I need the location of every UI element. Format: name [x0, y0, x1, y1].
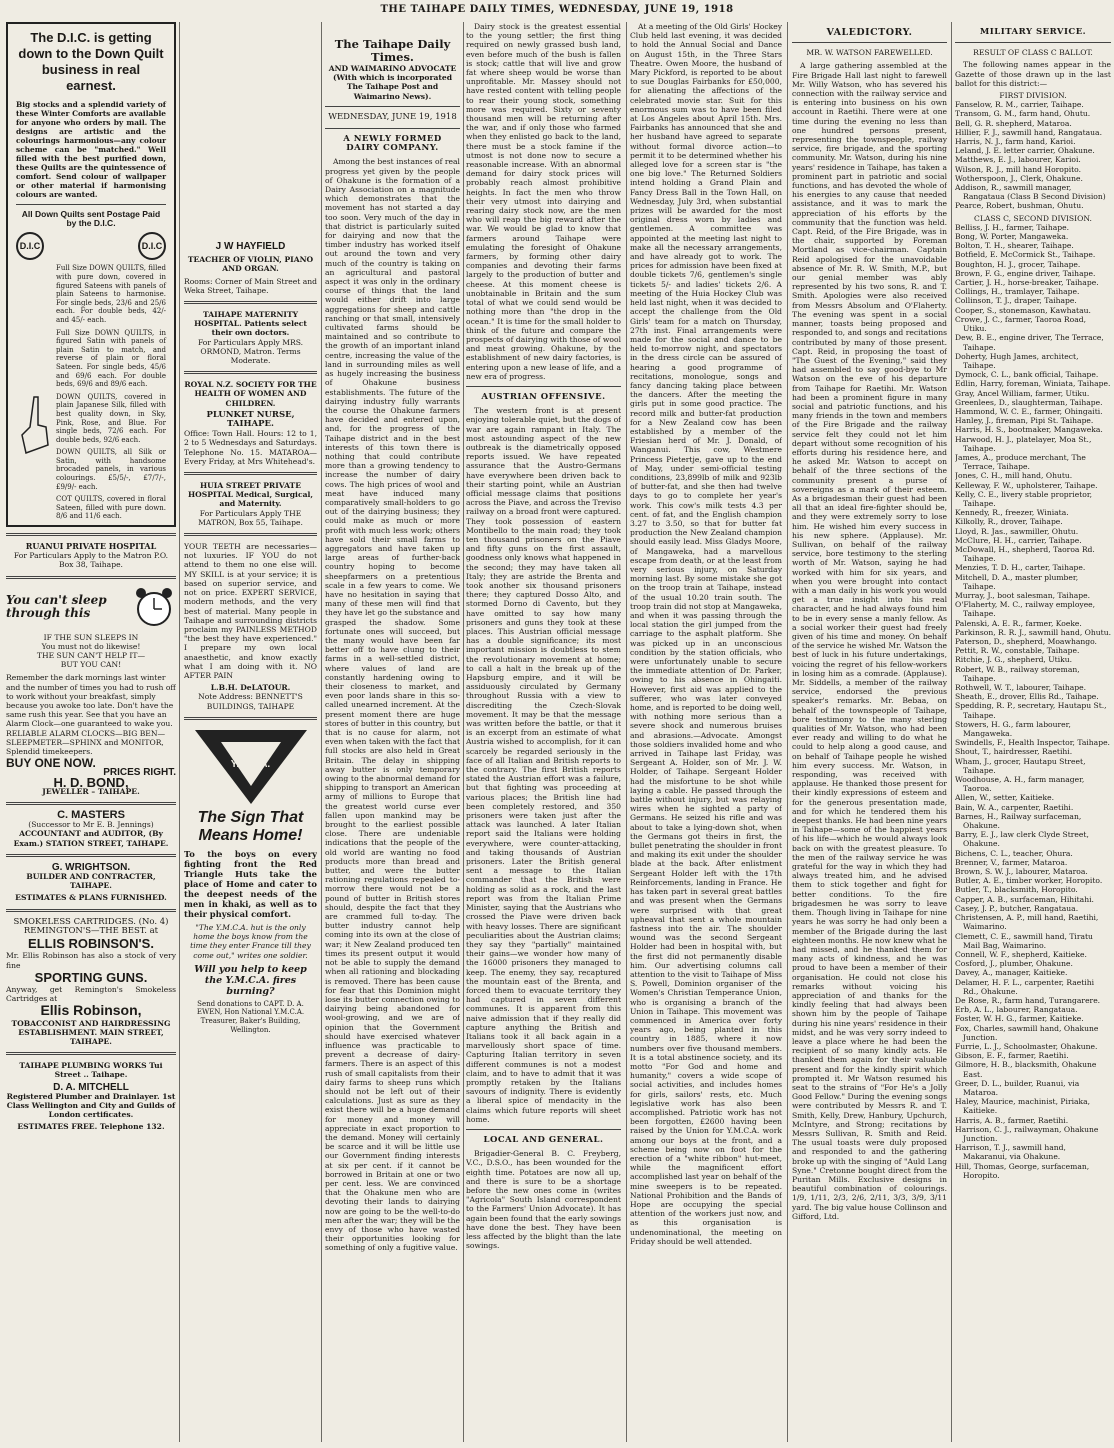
valedictory-subtitle: MR. W. WATSON FAREWELLED. — [806, 48, 933, 58]
masters-sub: (Successor to Mr E. B. Jennings) — [28, 820, 154, 830]
clock-slogan: You can't sleep through this — [6, 592, 107, 620]
ballot-name-entry: Hill, Thomas, George, surfaceman, Horopito. — [955, 1161, 1090, 1180]
ballot-name-entry: Bolton, T. H., shearer, Taihape. — [955, 241, 1074, 251]
ballot-name-entry: Fox, Charles, sawmill hand, Ohakune Junction. — [955, 1023, 1099, 1042]
maternity-hospital: TAIHAPE MATERNITY HOSPITAL. Patients select their own doctors. — [194, 310, 307, 338]
ballot-name-entry: Haley, Maurice, machinist, Piriaka, Kaitieke. — [955, 1097, 1091, 1116]
ballot-name-entry: McClure, H. H., carrier, Taihape. — [955, 535, 1082, 545]
masthead: THE TAIHAPE DAILY TIMES, WEDNESDAY, JUNE 19, 1918 — [380, 4, 734, 15]
maternity-body: For Particulars Apply MRS. ORMOND, Matron. Terms Moderate. — [197, 337, 304, 366]
ballot-name-entry: Addison, R., sawmill manager, Rangataua (Class B Second Division) — [955, 183, 1106, 202]
ballot-name-entry: Kelleway, F. W., upholsterer, Taihape. — [955, 480, 1098, 490]
ruanui-hospital: RUANUI PRIVATE HOSPITAL — [25, 541, 157, 551]
dic-postage: All Down Quilts sent Postage Paid by the D.I.C. — [21, 209, 161, 229]
masters-name: C. MASTERS — [57, 809, 125, 822]
ballot-name-entry: Delamer, H. F. L., carpenter, Raetihi Rd., Ohakune. — [955, 977, 1095, 996]
column-3 — [325, 22, 460, 1442]
ruanui-hospital-line: For Particulars Apply to the Matron P.O. Box 38, Taihape. — [13, 551, 169, 570]
ballot-name-entry: Christensen, A. P., mill hand, Raetihi, Waimarino. — [955, 913, 1099, 932]
ballot-name-entry: Rothwell, W. T., labourer, Taihape. — [955, 683, 1087, 693]
cartridges: SMOKELESS CARTRIDGES. (No. 4) — [13, 916, 169, 927]
austrian-article: The western front is at present enjoying tolerable quiet, but the dogs of war are again rampant in Italy. The most astounding aspect of the new outbreak is the diametrically opposed reports issued. We have repeated assurance that the Austro-Germans have everywhere been driven back to their starting point, while an Austrian official message claims that positions across the Piave, and across the Treviso railway on a broad front were captured. They took possession of eastern Montibello to the main road; they took ten thousand prisoners on the Piave and fifty guns on the first assault, goodness only knows what happened in the second; they may have taken all Italy; they are astride the Brenta and took another six thousand prisoners there; they captured Dosso Alto, and stormed Dorno di Cavento, but they have omitted to say how many prisoners and guns they took at these places. This Austrian official message has a double significance; its most important mission is doubtless to stem the revolutionary movement at home; to call a halt in the break up of the Hapsburg empire, and it will be assiduously circulated by Germany throughout Russia with a view to discrediting the Czech-Slovak movement. It may be that the message was written before the battle, or that it is an excerpt from an estimate of what Austria wished to accomplish, for it can scarcely be regarded seriously in the face of all Italian and British reports to the contrary. The first British reports stated the Austrian effort was a failure, but that fighting was proceeding at various places; the British line had been completely restored, and 350 prisoners were taken just after the attack was launched. A later Italian report said the Italians were holding everywhere, were counter-attacking, and taking thousands of Austrian prisoners. Later the British general sent a message to the Italian commander that the British were holding as solid as a rock, and the last report was from the Italian Prime Minister, saying that the Austrians who crossed the Piave were driven back with heavy losses. There are significant peculiarities about the Austrian claims; they say they "partially" maintained their gains—we wonder how many of the 16000 prisoners they managed to keep. The enemy, they say, recaptured the mountain east of the Brenta, and forced them to evacuate territory they had captured in seven different communes. It is apparent from this naive admission that if they really did capture anything the British and Italians took it all back again in a marvellously short space of time. Capturing Italian territory in seven different communes is not a modest claim, and to have to admit that it was promptly retaken by the Italians savours of indignity. There is evidently a liberal spice of mendacity in the claims which future reports will sheet home. — [466, 406, 621, 1124]
wrightson-body: BUILDER AND CONTRACTER, TAIHAPE. — [26, 872, 156, 891]
ballot-name-entry: Kennedy, R., freezer, Winiata. — [955, 508, 1069, 518]
first-division-list — [955, 100, 1111, 210]
hayfield-rooms: Rooms: Corner of Main Street and Weka Street, Taihape. — [184, 276, 317, 295]
huia-body: For Particulars Apply THE MATRON, Box 55, Taihape. — [198, 508, 303, 527]
alarm-clock-ad — [6, 585, 176, 796]
ballot-name-entry: Transom, G. M., farm hand, Ohutu. — [955, 109, 1091, 119]
dic-item: COT QUILTS, covered in floral Sateen, filled with pure down. 8/6 and 11/6 each. — [56, 495, 166, 521]
dentist-address: Note Address: BENNETT'S BUILDINGS, TAIHAPE — [198, 692, 303, 711]
ballot-name-entry: Edlin, Harry, foreman, Winiata, Taihape. — [955, 379, 1111, 389]
column-2 — [184, 22, 317, 1442]
column-rule — [463, 22, 464, 1442]
ballot-name-entry: Bain, W. A., carpenter, Raetihi. — [955, 802, 1074, 812]
ballot-name-entry: Gilmore, H. B., blacksmith, Ohakune East. — [955, 1060, 1097, 1079]
ballot-name-entry: Barnes, H., Railway surfaceman, Ohakune. — [955, 811, 1082, 831]
ballot-name-entry: De Rose, R., farm hand, Turangarere. — [955, 995, 1101, 1005]
ballot-name-entry: Cartier, J. H., horse-breaker, Taihape. — [955, 278, 1099, 288]
ballot-name-entry: Harrison, C. J., railwayman, Ohakune Junction. — [955, 1124, 1099, 1143]
column-rule — [179, 22, 180, 1442]
paper-subtitle: AND WAIMARINO ADVOCATE (With which is incorporated The Taihape Post and Waimarino News). — [328, 64, 457, 101]
plumbing-works: TAIHAPE PLUMBING WORKS Tui Street .. Taihape. — [19, 1061, 163, 1080]
plunket-body: Office: Town Hall. Hours: 12 to 1, 2 to 5 Wednesdays and Saturdays. Telephone No. 15. MATAROA—Every Friday, at Mrs Whitehead's. — [184, 429, 317, 466]
ballot-name-entry: Jones, C. H., mill hand, Ohutu. — [955, 471, 1073, 481]
ballot-name-entry: Harris, H. S., bootmaker, Mangaweka. — [955, 425, 1103, 435]
ballot-name-entry: Gibson, E. F., farmer, Raetihi. — [955, 1051, 1069, 1061]
remington: REMINGTON'S—THE BEST. at — [23, 925, 159, 936]
ballot-name-entry: McDowall, H., shepherd, Taoroa Rd. Taihape. — [955, 544, 1095, 564]
ballot-name-entry: Allen, W., setter, Kaitieke. — [955, 793, 1054, 803]
ballot-name-entry: Gray, Ancel William, farmer, Utiku. — [955, 388, 1090, 398]
ballot-name-entry: Wilson, R. J., mill hand Horopito. — [955, 164, 1082, 174]
ballot-name-entry: Bichens, C. L., teacher, Ohura. — [955, 848, 1073, 858]
dairy-article: Among the best instances of real progress yet given by the people of Ohakune is the formation of a Dairy Association on a magnitude which demonstrates that the movement has not started a day too soon. Very much of the day in that district is particularly suited for dairying and now that the timber industry has worked itself out around the town and very much of the country is taking on an agricultural and pastoral aspect it was only in the ordinary course of things that the land would either drift into large aggregations for sheep and cattle ranching or that small, intensively cultivated farms should be maintained and so contribute to the growth of an important inland centre, increasing the value of the land in surrounding miles as well as hugely increasing the business of Ohakune business establishments. The future of the dairying industry fully warrants the course the Ohakune farmers have decided and entered upon, and, for the progress of the Taihape district and in the best interests of this town there is nothing that could contribute more than a growing tendency to increase the number of dairy cows. The high prices of wool and meat have induced many comparatively small-holders to go out of the dairying business; they could make as much or more profit with much less work; others have sold their small farms to aggregators and have taken up large areas of further-back country hoping to become sheepfarmers on a pretentious scale in a few years to come. We have no hesitation in saying that many of these men will find that they have let go the substance and grasped the shadow. Some fortunate ones will succeed, but the many would have been far better off to have clung to their farms in a well-settled district, where values of land are constantly hardening owing to their closeness to market, and even poor lands share in this so-called unearned increment. At the present moment there are huge stores of butter in this country, but that is no cause for alarm, not even when taken with the fact that full stocks are also held in Great Britain. The delay in shipping away butter is only temporary owing to the abnormal demand for shipping to transport an American army of millions to Europe that the greatest world curse ever fallen upon mankind may be brought to the earliest possible close. There are undeniable indications that the people of the old world are wanting no food products more than bread and butter, and were the butter rationing regulations repealed to-morrow there would not be a pound of butter in British stores should, despite the fact that they are crammed full to-day. The butter industry cannot help coming into its own at the close of war; it New Zealand produced ten times its present output it would not be able to supply the demand when all rationing and blockading is removed. There has been cause for fear that this Dominion might lose its butter connection owing to dairying being abandoned for wool-growing, and we are of opinion that the Government should have exercised whatever influence was practicable to prevent a decrease of dairy-farmers. There is an aspect of this rush of small capitalists from their dairy farms to sheep runs which should not be left out of their calculations. Just as sure as they exist there will be a huge demand for money and money will appreciate in exact proportion to the demand. Money will certainly be scarce and it will be little use our Government finding interests at six per cent. if it cannot be borrowed in Britain at one or two per cent. less. We are convinced that the Ohakune men who are devoting their lands to dairying now are going to be the well-to-do men after the war; they will be the envy of those who have wasted their opportunities looking for something of only a fugitive value. — [325, 157, 460, 1253]
ballot-name-entry: Collings, H., tramlayer, Taihape. — [955, 287, 1080, 297]
ballot-name-entry: Greenlees, D., slaughterman, Taihape. — [955, 397, 1103, 407]
ballot-name-entry: Cosford, J., plumber, Ohakune. — [955, 959, 1073, 969]
ballot-name-entry: Kelly, C. E., livery stable proprietor, Taihape. — [955, 489, 1093, 508]
ballot-name-entry: Leland, J. E. letter carrier, Ohakune. — [955, 146, 1095, 156]
ballot-name-entry: Robert, W. B., railway storeman, Taihape. — [955, 664, 1080, 683]
wrightson-estimates: ESTIMATES & PLANS FURNISHED. — [15, 893, 167, 903]
ballot-name-entry: Brenner, V., farmer, Mataroa. — [955, 857, 1068, 867]
ballot-name-entry: Furrie, L. J., Schoolmaster, Ohakune. — [955, 1041, 1098, 1051]
ballot-name-entry: Paterson, D., shepherd, Moawhango. — [955, 637, 1097, 646]
ballot-name-entry: Fanselow, R. M., carrier, Taihape. — [955, 100, 1084, 110]
second-division: CLASS C, SECOND DIVISION. — [974, 213, 1092, 223]
pointing-hand-icon — [16, 395, 56, 455]
dic-emblem-right: D.I.C — [138, 232, 166, 260]
ballot-name-entry: Brown, F. G., engine driver, Taihape. — [955, 268, 1096, 278]
column-6 — [792, 22, 947, 1442]
buy-one-now: BUY ONE NOW. — [6, 756, 96, 771]
valedictory-article: A large gathering assembled at the Fire Brigade Hall last night to farewell Mr. Willy Watson, who has severed his connection with the railway service and is entering into business on his own account in Raetihi. There were at one time during the evening no less than one hundred persons present, representing the townspeople, railway service, fire brigade, and the sporting community. Mr. Watson, during his nine years' residence in Taihape, has taken a prominent part in patriotic and social functions, and has devoted the whole of his energies to any cause that needed assistance, and it was to mark the appreciation of his efforts by the community that the function was held. Capt. Reid, of the Fire Brigade, was in the chair, supported by Foreman Mortland as vice-chairman. Captain Reid apologised for the unavoidable absence of Mr. R. W. Smith, M.P., but our genial member was ably represented by his two sons, R. and T. Smith. Apologies were also received from Messrs Absolum and O'Flaherty. The evening was spent in a social manner, toasts being proposed and responded to, and songs and recitations contributed by many of those present. Capt. Reid, in proposing the toast of "The Guest of the Evening," said they had assembled to say good-bye to Mr Watson on the eve of his departure from Taihape for Raetihi. Mr. Watson had been a prominent figure in many social and patriotic functions, and his many friends in the town and members of the Fire Brigade and the railway service felt they could not let him depart without some recognition of his efforts during his residence here, and he asked Mr. Watson to accept on behalf of the three sections of the community present a purse of sovereigns as a mark of their esteem. As a brigadesman their guest had been all that an ideal fire-fighter should be, and they were extremely sorry to lose him. He wished him every success in his new sphere. (Applause). Mr. Sullivan, on behalf of the railway service, bore testimony to the sterling worth of Mr. Watson, saying he had worked with him for six years, and when you were brought into contact with a man daily in his work you would get a true insight into his real character, and he had always found him to be in every sense a manly fellow. As a social worker their guest had freely given of his time and money. On behalf of the service he wished Mr. Watson the best of luck in his future undertakings, voicing the regret of his fellow-workers in losing him as a comrade. (Applause). Mr. Siddells, a member of the railway service, endorsed the previous speaker's remarks. Mr. Bebaa, on behalf of the townspeople of Taihape, bore testimony to the many sterling qualities of Mr. Watson, who had been ever ready and willing to do what he could to help along a good cause, and on behalf of Taihape people he wished him every success. Mr. Watson, in responding, was received with applause. He thanked those present for their kindly expressions of esteem and for the generous presentation made, and for which he tendered them his deepest thanks. He had been nine years in Taihape—some of the happiest years of his life—which he would always look back on with the greatest pleasure. To the men of the railway service he was grateful for the way in which they had always treated him, and he advised them to stick together and fight for better conditions. To the fire brigadesmen he was sorry to leave them. Though living in Taihape for nine years he was sorry he had only been a member of the Brigade during the last eighteen months. He now knew what he had missed, and he thanked them for many acts of kindness, and he was proud to have been a member of their organisation. He could not close his remarks without voicing his appreciation of and thanks for the kindly feeling that had always been shown him by the people of Taihape during his nine years' residence in their midst, and he was very sorry indeed to leave a place where he had been the recipient of so many kindly acts. He thanked them again for their valuable present and for the kindly spirit which prompted it. Mr Watson resumed his seat to the strains of "For He's a Jolly Good Fellow." During the evening songs were contributed by Messrs R. and T. Smith, Kelly, Drew, Hanbury, Upchurch, McIntyre, and Strong; recitations by Messrs Sullivan, R. Smith and Reid. The usual toasts were duly proposed and responded to and the gathering broke up with the singing of "Auld Lang Syne." Cretonne bought direct from the Puritan Mills. Exclusive designs in beautiful combination of colourings. 1/9, 1/11, 2/3, 2/6, 2/11, 3/3, 3/9, 3/11 yard. The big value house Collinson and Gifford, Ltd. — [792, 61, 947, 1221]
plunket-nurse: PLUNKET NURSE, TAIHAPE. — [206, 409, 295, 430]
ballot-name-entry: Butler, T., blacksmith, Horopito. — [955, 885, 1078, 895]
ballot-name-entry: Casey, J. P., butcher, Rangataua. — [955, 903, 1079, 913]
column-rule — [626, 22, 627, 1442]
dic-headline: The D.I.C. is getting down to the Down Quilt business in real earnest. — [18, 30, 164, 93]
ballot-name-entry: Foster, W. H. G., farmer, Kaitieke. — [955, 1014, 1084, 1024]
ballot-name-entry: Cooper, S., stonemason, Kawhatau. — [955, 305, 1091, 315]
ballot-name-entry: Pearce, Robert, bushman, Ohutu. — [955, 201, 1084, 211]
ymca-send: Send donations to CAPT. D. A. EWEN, Hon National Y.M.C.A. Treasurer, Baker's Building, Wellington. — [196, 999, 305, 1034]
ballot-name-entry: Hanley, J., fireman, Pipi St. Taihape. — [955, 416, 1094, 426]
ballot-name-entry: Dew, B. E., engine driver, The Terrace, Taihape. — [955, 333, 1104, 352]
ballot-name-entry: Bong, W. Porter, Mangaweka. — [955, 232, 1069, 242]
paper-title: The Taihape Daily Times. — [334, 37, 451, 64]
ballot-name-entry: Botfield, E. McCormick St., Taihape. — [955, 250, 1096, 260]
ellis-robinson: Ellis Robinson, — [40, 1002, 142, 1019]
ballot-name-entry: Harris, A. B., farmer, Raetihi. — [955, 1115, 1069, 1125]
ballot-name-entry: James, A., produce merchant, The Terrace, Taihape. — [955, 452, 1086, 472]
paper-date: WEDNESDAY, JUNE 19, 1918 — [328, 111, 457, 122]
ballot-name-entry: O'Flaherty, M. C., railway employee, Taihape. — [955, 600, 1096, 619]
dic-item: DOWN QUILTS, covered in plain Japanese Silk, filled with best quality down, in Sky, Pink, Rose, and Blue. For single beds, 72/6 each. For double beds, 92/6 each. — [56, 392, 166, 444]
anyway-line: Anyway, get Remington's Smokeless Cartridges at — [6, 984, 176, 1004]
hd-bond: H. D. BOND, — [53, 774, 129, 790]
ballot-name-entry: Brown, S. W. J., labourer, Mataroa. — [955, 867, 1088, 877]
ballot-name-entry: Swindells, F., Health Inspector, Taihape. — [955, 738, 1110, 748]
local-news: At a meeting of the Old Girls' Hockey Club held last evening, it was decided to hold the Annual Social and Dance on August 15th, in the Three Stars Theatre. Owen Moore, the husband of Mary Pickford, is reported to be about to sue Douglas Fairbanks for £50,000, for alienating the affections of the celebrated movie star. Suit for this enormous sum was to have been filed at Los Angeles about April 15th. Mrs. Fairbanks has announced that she and her husband have agreed to separate without formal divorce action—to permit it to be determined whether his alleged love for a screen star is "the one big love." The Returned Soldiers intend holding a Grand Plain and Fancy Dress Ball in the Town Hall, on Wednesday, July 3rd, when substantial prizes will be awarded for the most original dress worn by ladies and gentlemen. A committee was appointed at the meeting last night to make all the necessary arrangements, and have already got to work. The prices for admission have been fixed at double tickets 7/6, gentlemen's single tickets 5/- and ladies' tickets 2/6. A meeting of the Huia Hockey Club was held last night, when it was decided to accept the challenge from the Old Girls' team for a match on Thursday, 27th inst. Final arrangements were made for the social and dance to be held to-morrow night, and spectators in the dress circle can be assured of hearing a good programme of recitations, monologue, songs and fancy dancing taking place between the dancers. After the meeting the girls put in some good practice. The record milk and butter-fat production for a New Zealand cow has been established by a member of the Friesian herd of Mr. J. Donald, of Wanganui. This cow, Westmere Princess Pietertje, gave up to the end of May, under semi-official testing conditions, 23,899lb of milk and 923lb of butter-fat, and she then had twelve days to go to complete her year's work. This cow's milk tests 4.3 per cent. of fat, and the English champion 3.27 to 3.50, so that for butter fat production the New Zealand champion should easily lead. Miss Gladys Moore, of Mangaweka, had a marvellous escape from death, or at the least from very serious injury, on Saturday morning last. By some mistake she got on the troop train at Taihape, instead of the usual 10.20 train south. The troop train did not stop at Mangaweka, and when it was passing through the local station the girl jumped from the carriage to the asphalt platform. She was picked up in an unconscious condition by the station officials, who were unfortunately unable to secure the immediate attention of Dr. Parker, owing to his absence in Ohingaiti. However, first aid was applied to the sufferer, who was later conveyed home, and is reported to be doing well, with nothing more serious than a severe shock and numerous bruises and abrasions.—Advocate. Amongst those soldiers invalided home and who arrived in Taihape last Friday, was Sergeant A. Holder, son of Mr. J. W. Holder, of Taihape. Sergeant Holder had the misfortune to be shot while laying a cable. He passed through the battle without injury, but was relaying wires when he sighted a party of Germans. He seized his rifle and was about to take a lying-down shot, when the Germans got theirs in first, the bullet penetrating the shoulder in front and making its exit under the shoulder blade at the back. After enlistment Sergeant Holder left with the 17th Reinforcements, landing in France. He has taken part in several great battles and was present when the Germans were surprised with that great upheaval that sent a whole mountain fastness into the air. The shoulder wound was the second Sergeant Holder had been in hospital with, but the first did not permanently disable him. Our advertising columns call attention to the visit to Taihape of Miss S. Powell, Dominion organiser of the Women's Christian Temperance Union, who is organising a branch of the Union in Taihape. This movement was commenced in America over forty years ago, being planted in this country in 1885, where it now numbers over five thousand members. It is a total abstinence society, and its motto "For God and home and humanity," covers a wide scope of social activities, and includes homes for girls, sailors' rests, etc. Much legislative work has also been accomplished. Patriotic work has not been forgotten, £2600 having been raised by the Union for Y.M.C.A. work among our boys at the front, and a scheme being now on foot for the erection of a "white ribbon" hut-meet, while the magnificent effort accomplished last year on behalf of the mine sweepers is to be repeated. National Prohibition and the Bands of Hope are occupying the special attention of the workers just now, and as this organisation is undenominational, the meeting on Friday should be well attended. — [630, 22, 782, 1246]
ballot-name-entry: Spedding, R. P., secretary, Hautapu St., Taihape. — [955, 701, 1107, 720]
ballot-name-entry: Harwood, H. J., platelayer, Moa St., Taihape. — [955, 434, 1092, 453]
ballot-name-entry: Stowers, H. G., farm labourer, Mangaweka. — [955, 719, 1071, 739]
huia-hospital: HUIA STREET PRIVATE HOSPITAL Medical, Surgical, and Maternity. — [187, 481, 314, 509]
column-rule — [951, 22, 952, 1442]
ballot-name-entry: Shout, T., hairdresser, Raetihi. — [955, 747, 1073, 757]
ballot-name-entry: Greer, D. L., builder, Ruanui, via Mataroa. — [955, 1078, 1080, 1097]
ballot-name-entry: Lloyd, R. Jas., sawmiller, Ohutu. — [955, 526, 1079, 536]
ymca-letters: Y.M.C.A. — [230, 758, 271, 770]
prices-right: PRICES RIGHT. — [103, 767, 176, 779]
ballot-name-entry: Barry, E. J., law clerk Clyde Street, Ohakune. — [955, 830, 1089, 849]
first-division: FIRST DIVISION. — [999, 91, 1067, 101]
hayfield-sub: TEACHER OF VIOLIN, PIANO AND ORGAN. — [187, 255, 314, 274]
ellis-robinsons: ELLIS ROBINSON'S. — [28, 936, 154, 952]
ballot-name-entry: Crowe, J. C., farmer, Taoroa Road, Utiku. — [955, 314, 1086, 334]
wrightson-name: G. WRIGHTSON. — [51, 861, 131, 873]
ellis-body: Mr. Ellis Robinson has also a stock of very fine — [6, 951, 176, 970]
ballot-name-entry: Menzies, T. D. H., carter, Taihape. — [955, 563, 1086, 573]
ballot-name-entry: Davey, A., manager, Kaitieke. — [955, 968, 1068, 978]
hd-bond-sub: JEWELLER – TAIHAPE. — [42, 786, 140, 796]
valedictory-title: VALEDICTORY. — [826, 27, 913, 38]
ballot-name-entry: Palenski, A. E. R., farmer, Koeke. — [955, 618, 1082, 628]
ballot-name-entry: Doherty, Hugh James, architect, Taihape. — [955, 351, 1079, 370]
ymca-body: To the boys on every fighting front the Red Triangle Huts take the place of Home and cater to the deepest needs of the men in khaki, as well as to their physical comfort. — [184, 848, 317, 919]
clock-lines: IF THE SUN SLEEPS IN You must not do likewise! THE SUN CAN'T HELP IT— BUT YOU CAN! — [36, 632, 146, 670]
mitchell-body: Registered Plumber and Drainlayer. 1st Class Wellington and City and Guilds of London certificates. — [6, 1091, 176, 1120]
austrian-headline: AUSTRIAN OFFENSIVE. — [481, 391, 606, 402]
mitchell-name: D. A. MITCHELL — [53, 1081, 129, 1093]
clock-body: Remember the dark mornings last winter and the number of times you had to rush off to work without your breakfast, simply because you awoke too late. Don't have the same rush this year. See that you have an Alarm Clock—one guaranteed to wake you. RELIABLE ALARM CLOCKS—BIG BEN—SLEEPMETER—SPHINX and MONITOR, Splendid timekeepers. — [6, 673, 176, 757]
ballot-name-entry: Clemett, C. E., sawmill hand, Tiratu Mail Bag, Waimarino. — [955, 931, 1093, 950]
ballot-name-entry: Harrison, T. J., sawmill hand, Makaranui, via Ohakune. — [955, 1143, 1066, 1162]
ballot-name-entry: Hammond, W. C. E., farmer, Ohingaiti. — [955, 406, 1103, 416]
column-7 — [955, 22, 1111, 1442]
column-5 — [630, 22, 782, 1442]
military-intro: The following names appear in the Gazette of those drawn up in the last ballot for this district:— — [955, 60, 1111, 88]
alarm-clock-icon — [132, 585, 176, 629]
ymca-help: Will you help to keep the Y.M.C.A. fires burning? — [194, 963, 307, 997]
local-headline: LOCAL AND GENERAL. — [483, 1134, 604, 1145]
dic-item: Full Size DOWN QUILTS, filled with pure down, covered in figured Sateens with panels of plain Sateens to harmonise. For single beds, 23/6 and 25/6 each. For double beds, 42/- and 45/- each. — [56, 264, 166, 324]
column-rule — [787, 22, 788, 1442]
ymca-quote: "The Y.M.C.A. hut is the only home the boys know from the time they enter France till they come out," writes one soldier. — [190, 922, 311, 960]
ballot-name-entry: Murray, J., boot salesman, Taihape. — [955, 590, 1091, 600]
ballot-name-entry: Mitchell, D. A., master plumber, Taihape. — [955, 572, 1079, 591]
ballot-name-entry: Erb, A. L., labourer, Rangataua. — [955, 1005, 1078, 1015]
ballot-name-entry: Harris, N. J., farm hand, Karioi. — [955, 137, 1076, 147]
ballot-name-entry: Belliss, J. H., farmer, Taihape. — [955, 222, 1070, 232]
ballot-name-entry: Butler, A. E., timber worker, Horopito. — [955, 876, 1103, 886]
ballot-name-entry: Dymock, C. L., bank official, Taihape. — [955, 370, 1099, 380]
masters-body: ACCOUNTANT and AUDITOR, (By Exam.) STATION STREET, TAIHAPE. — [13, 829, 169, 848]
ballot-name-entry: Hillier, F. J., sawmill hand, Rangataua. — [955, 127, 1102, 137]
column-1 — [6, 22, 176, 1442]
dic-item: DOWN QUILTS, all Silk or Satin, with handsome brocaded panels, in various colourings. £5/5/-, £7/7/-, £9/9/- each. — [56, 448, 166, 491]
ballot-name-entry: Kilkolly, R., drover, Taihape. — [955, 517, 1063, 527]
dic-intro: Big stocks and a splendid variety of these Winter Comforts are available for anyone who orders by mail. The designs are artistic and the colourings harmonious—any colour scheme can be "matched." Well filled with the best purified down, these Quilts are the quintessence of comfort. Send colour of wallpaper or other material if harmonising colours are wanted. — [16, 100, 166, 199]
column-rule — [321, 22, 322, 1442]
ballot-name-entry: Wotherspoon, J., Clerk, Ohakune. — [955, 173, 1083, 183]
military-subtitle: RESULT OF CLASS C BALLOT. — [973, 48, 1093, 58]
dic-item: Full Size DOWN QUILTS, in figured Satin with panels of plain Satin to match, and reverse of plain or floral Sateen. For single beds, 45/6 and 69/6 each. For double beds, 69/6 and 89/6 each. — [56, 328, 166, 389]
dic-advertisement — [6, 22, 176, 527]
ballot-name-entry: Capper, A. B., surfaceman, Hihitahi. — [955, 894, 1094, 904]
ballot-name-entry: Connell, W. F., shepherd, Kaitieke. — [955, 949, 1087, 959]
plunket-head: ROYAL N.Z. SOCIETY FOR THE HEALTH OF WOMEN AND CHILDREN. — [184, 380, 317, 408]
ballot-name-entry: Bell, G. R. shepherd, Mataroa. — [955, 118, 1072, 128]
sporting-guns: SPORTING GUNS. — [34, 969, 148, 985]
ballot-name-entry: Collinson, T. J., draper, Taihape. — [955, 296, 1077, 306]
column-4 — [466, 22, 621, 1442]
ballot-name-entry: Woodhouse, A. H., farm manager, Taoroa. — [955, 775, 1085, 794]
dairy-article-continued: Dairy stock is the greatest essential to the young settler; the first thing required on newly grassed bush land, even before much of the bush is fallen is stock; cattle that will live and grow fat where sheep would be worse than unprofitable. Mr. Massey should not have rested content with telling people to rear their young stock, something more was required. Sixty or seventy thousand men will be returning after the war, and if only those who farmed when they enlisted go back to the land, there must be a stock famine if the utmost is not done now to secure a reasonable increase. With an abnormal demand for dairy stock prices will probably reach almost prohibitive heights. In fact the men who throw their very utmost into dairying and rearing dairy stock now, are the men who will reap the big reward after the war. We would be glad to know that farmers around Taihape were emulating the foresight of Ohakune farmers, by forming other dairy companies and devoting their farms largely to the production of butter and cheese. At this moment cheese is unobtainable in Britain and the sum total of what we could send would be nothing more than "the drop in the ocean." It is time for the small holder to think of the future and compare the prospects of dairying with those of wool and meat growing. Ohakune, by the establishment of new dairy factories, is entering upon a new lease of life, and a new era of progress. — [466, 22, 621, 381]
ballot-name-entry: Parkinson, R. R. J., sawmill hand, Ohutu. — [955, 627, 1111, 637]
ballot-name-entry: Matthews, E. J., labourer, Karioi. — [955, 155, 1081, 165]
ballot-name-entry: Ritchie, J. G., shepherd, Utiku. — [955, 655, 1073, 665]
military-title: MILITARY SERVICE. — [979, 27, 1087, 37]
ellis2-body: TOBACCONIST AND HAIRDRESSING ESTABLISHMENT. MAIN STREET, TAIHAPE. — [11, 1018, 171, 1046]
dentist-name: L.B.H. DeLATOUR. — [210, 683, 291, 693]
dic-emblem-left: D.I.C — [16, 232, 44, 260]
ballot-name-entry: Pettit, R. W., constable, Taihape. — [955, 646, 1080, 656]
second-division-list — [955, 223, 1111, 1180]
ballot-name-entry: Sheath, E., drover, Ellis Rd., Taihape. — [955, 692, 1099, 702]
hayfield-name: J W HAYFIELD — [215, 241, 286, 252]
teeth-ad: YOUR TEETH are necessaries—not luxuries. IF YOU do not attend to them no one else will. MY SKILL is at your service; it is based on superior service, and not on price. EXPERT SERVICE, modern methods, and the very best of material. Many people in Taihape and surrounding districts proclaim my PAINLESS METHOD "the best they have experienced." I prepare my own local anaesthetic, and know exactly what I am doing with it. NO AFTER PAIN — [184, 542, 317, 680]
ballot-name-entry: Wham, J., grocer, Hautapu Street, Taihape. — [955, 756, 1086, 775]
ymca-sign: The Sign That Means Home! — [197, 808, 304, 844]
ballot-name-entry: Boughton, H. J., grocer, Taihape. — [955, 259, 1081, 269]
local-article: Brigadier-General B. C. Freyberg, V.C., D.S.O., has been wounded for the eighth time. Potatoes are now all up, and there is sure to be a shortage before the new ones come in (writes "Agricola" South Island correspondent to the Farmers' Union Advocate). It has again been found that the early sowings have done the best. They have been less affected by the blight than the late sowings. — [466, 1149, 621, 1251]
estimates-free: ESTIMATES FREE. Telephone 132. — [17, 1122, 165, 1132]
dairy-headline: A NEWLY FORMED DAIRY COMPANY. — [343, 134, 442, 154]
